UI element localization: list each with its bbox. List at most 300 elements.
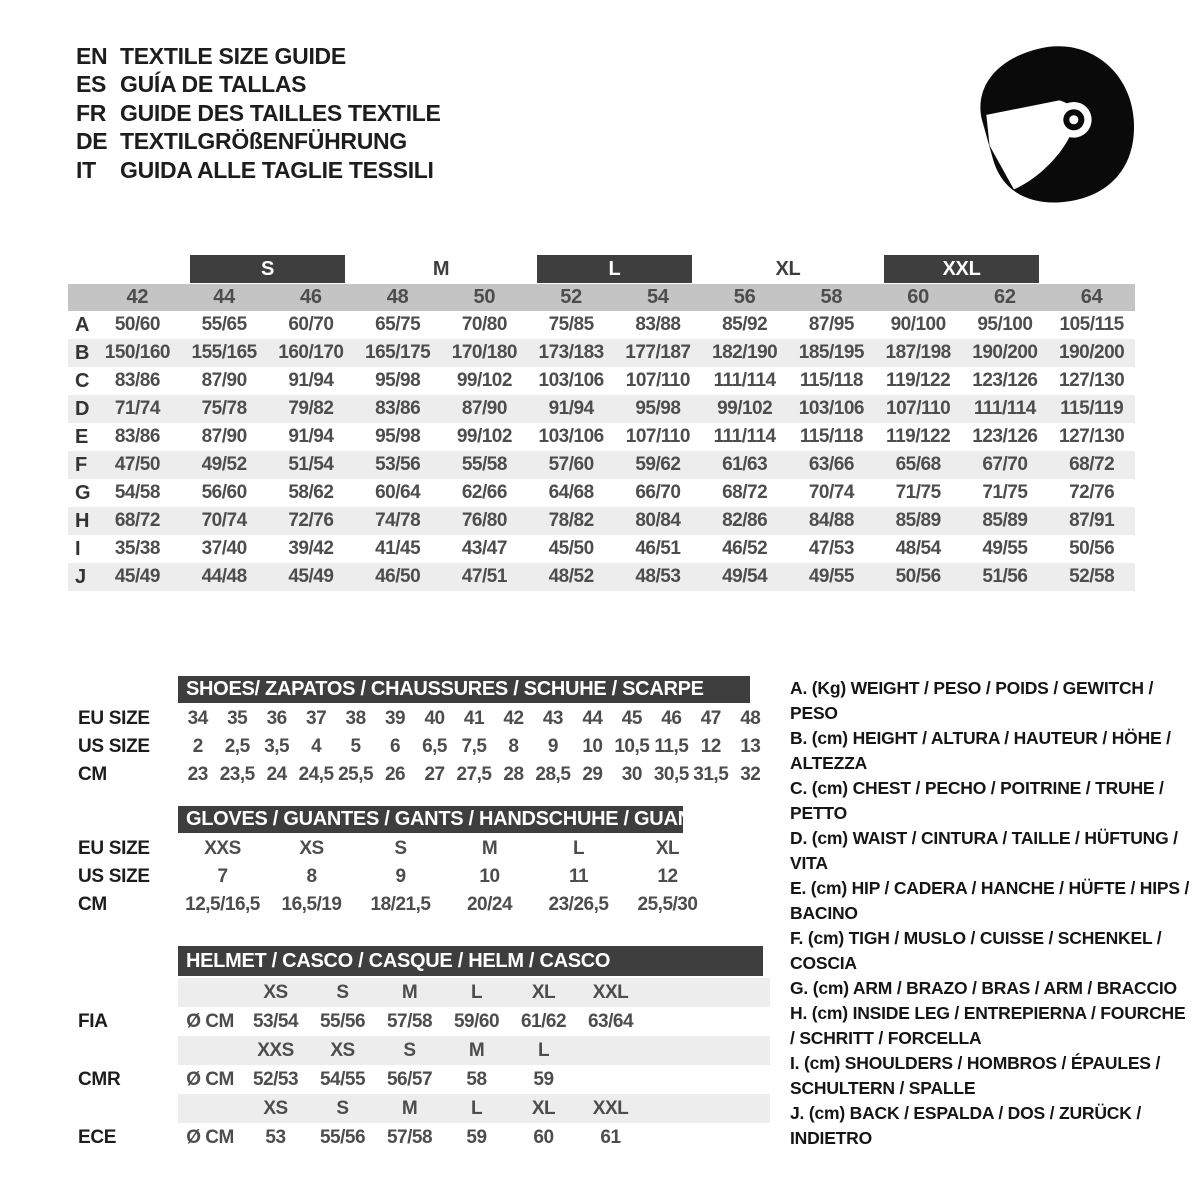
measurement-value: 119/122 xyxy=(886,426,951,447)
gloves-size-value: XL xyxy=(655,838,680,859)
legend-item: F. (cm) TIGH / MUSLO / CUISSE / SCHENKEL / COSCIA xyxy=(790,928,1162,973)
gloves-row-values xyxy=(178,891,770,919)
shoes-size-value: 6 xyxy=(390,736,401,757)
language-row xyxy=(76,71,441,100)
shoes-size-value: 2 xyxy=(192,736,203,757)
measurement-value: 123/126 xyxy=(972,426,1038,447)
helmet-size-value: 56/57 xyxy=(386,1068,433,1090)
measurement-value: 62/66 xyxy=(461,482,507,503)
measurement-value: 70/74 xyxy=(201,510,247,531)
helmet-row xyxy=(68,1123,778,1152)
helmet-size-value: M xyxy=(401,1097,418,1119)
helmet-size-value xyxy=(577,1065,644,1094)
shoes-size-value: 37 xyxy=(306,708,327,729)
measurement-row-label: C xyxy=(75,369,90,392)
measurement-row-label: E xyxy=(75,425,89,448)
shoes-size-value: 38 xyxy=(345,708,366,729)
measurement-value: 119/122 xyxy=(886,370,951,391)
measurement-row-label: I xyxy=(75,537,81,560)
helmet-size-value: 59 xyxy=(533,1068,554,1090)
measurement-value: 87/90 xyxy=(201,370,247,391)
measurement-value: 107/110 xyxy=(886,398,951,419)
gloves-row xyxy=(68,863,778,891)
measurement-row xyxy=(68,423,1135,451)
helmet-rows xyxy=(68,978,778,1152)
measurement-value: 48/54 xyxy=(895,538,941,559)
guide-title: TEXTILGRÖßENFÜHRUNG xyxy=(120,128,407,155)
helmet-row-values xyxy=(178,1007,770,1036)
measurement-value: 70/74 xyxy=(808,482,854,503)
measurement-value: 111/114 xyxy=(973,398,1036,419)
guide-title: GUIDE DES TAILLES TEXTILE xyxy=(120,99,441,126)
shoes-size-value: 28 xyxy=(503,764,524,785)
measurement-value: 82/86 xyxy=(722,510,768,531)
measurement-row-label: D xyxy=(75,397,90,420)
measurement-row-cells xyxy=(94,479,1135,507)
measurement-value: 85/92 xyxy=(722,314,768,335)
gloves-row-label: US SIZE xyxy=(78,866,150,887)
shoes-size-value: 30,5 xyxy=(653,764,689,785)
size-column-header: 42 xyxy=(126,286,149,308)
shoes-size-value: 12 xyxy=(700,736,721,757)
measurement-value: 59/62 xyxy=(635,454,681,475)
shoes-size-value: 2,5 xyxy=(224,736,250,757)
helmet-size-value: XS xyxy=(263,981,288,1003)
language-row xyxy=(76,42,441,71)
measurement-value: 115/118 xyxy=(799,426,863,447)
shoes-row-label: US SIZE xyxy=(78,736,150,757)
shoes-size-value: 8 xyxy=(508,736,519,757)
shoes-row-values xyxy=(178,761,770,789)
language-title-list xyxy=(76,42,441,185)
helmet-size-value: M xyxy=(401,981,418,1003)
measurement-value: 47/50 xyxy=(114,454,160,475)
shoes-size-value: 24,5 xyxy=(298,764,334,785)
helmet-unit-label: Ø CM xyxy=(186,1010,234,1032)
measurement-value: 46/52 xyxy=(722,538,768,559)
gloves-row-label: EU SIZE xyxy=(78,838,150,859)
measurement-row xyxy=(68,451,1135,479)
helmet-row-label xyxy=(68,1036,178,1065)
row-label-spacer xyxy=(68,284,94,311)
measurement-value: 80/84 xyxy=(635,510,681,531)
legend-item: A. (Kg) WEIGHT / PESO / POIDS / GEWITCH / PESO xyxy=(790,678,1154,723)
measurement-row-label: F xyxy=(75,453,88,476)
measurement-row xyxy=(68,367,1135,395)
measurement-value: 107/110 xyxy=(625,426,690,447)
size-column-header: 54 xyxy=(647,286,669,308)
sub-label-spacer xyxy=(68,946,178,976)
shoes-size-value: 31,5 xyxy=(693,764,729,785)
size-group-label: L xyxy=(537,255,693,283)
shoes-size-value: 41 xyxy=(463,708,485,729)
gloves-row xyxy=(68,891,778,919)
helmet-size-value: 61/62 xyxy=(520,1010,567,1032)
measurement-value: 68/72 xyxy=(722,482,768,503)
gloves-size-value: S xyxy=(394,838,407,859)
gloves-size-value: L xyxy=(572,838,585,859)
helmet-size-value: 55/56 xyxy=(319,1010,366,1032)
measurement-value: 68/72 xyxy=(1069,454,1115,475)
measurement-legend xyxy=(790,676,1194,1151)
measurement-value: 57/60 xyxy=(548,454,594,475)
shoes-size-value: 23,5 xyxy=(219,764,255,785)
measurement-value: 165/175 xyxy=(365,342,431,363)
measurement-value: 46/50 xyxy=(375,566,421,587)
measurement-value: 45/49 xyxy=(114,566,160,587)
measurement-value: 83/86 xyxy=(114,370,160,391)
measurement-value: 103/106 xyxy=(538,370,604,391)
language-code: FR xyxy=(76,99,107,126)
helmet-size-value: XXL xyxy=(592,1097,629,1119)
gloves-size-value: 9 xyxy=(395,866,406,887)
measurement-row xyxy=(68,563,1135,591)
measurement-value: 103/106 xyxy=(538,426,604,447)
helmet-row-values xyxy=(178,1123,770,1152)
measurement-value: 111/114 xyxy=(713,426,776,447)
measurement-row-label: B xyxy=(75,341,90,364)
gloves-rows xyxy=(68,835,778,919)
measurement-value: 111/114 xyxy=(713,370,776,391)
helmet-size-value: XS xyxy=(330,1039,355,1061)
measurement-value: 83/86 xyxy=(375,398,421,419)
helmet-row-values xyxy=(178,978,770,1007)
measurement-value: 87/91 xyxy=(1069,510,1115,531)
measurement-value: 49/55 xyxy=(808,566,854,587)
measurement-value: 72/76 xyxy=(1069,482,1115,503)
measurement-value: 95/100 xyxy=(977,314,1033,335)
measurement-row-label: H xyxy=(75,509,90,532)
measurement-value: 49/52 xyxy=(201,454,247,475)
helmet-size-value: 57/58 xyxy=(386,1010,433,1032)
helmet-row-label: ECE xyxy=(78,1126,117,1148)
shoes-size-value: 13 xyxy=(740,736,761,757)
size-number-headers xyxy=(94,284,1135,311)
measurement-value: 127/130 xyxy=(1059,370,1125,391)
size-group-label: XXL xyxy=(884,255,1040,283)
measurement-value: 70/80 xyxy=(461,314,507,335)
shoes-size-value: 23 xyxy=(187,764,208,785)
measurement-value: 160/170 xyxy=(278,342,344,363)
shoes-size-value: 42 xyxy=(503,708,524,729)
gloves-size-table xyxy=(68,806,778,919)
shoes-size-value: 7,5 xyxy=(461,736,487,757)
gloves-size-value: 12,5/16,5 xyxy=(185,894,260,915)
shoes-size-value: 48 xyxy=(740,708,761,729)
helmet-row xyxy=(68,1065,778,1094)
shoes-size-value: 45 xyxy=(621,708,642,729)
measurement-row-cells xyxy=(94,507,1135,535)
helmet-size-value: L xyxy=(537,1039,550,1061)
measurement-value: 55/65 xyxy=(201,314,247,335)
size-column-header: 48 xyxy=(386,286,409,308)
measurement-row-cells xyxy=(94,423,1135,451)
measurement-value: 37/40 xyxy=(201,538,247,559)
legend-item: H. (cm) INSIDE LEG / ENTREPIERNA / FOURCHE / SCHRITT / FORCELLA xyxy=(790,1003,1186,1048)
helmet-size-value: S xyxy=(336,981,349,1003)
measurement-value: 64/68 xyxy=(548,482,594,503)
measurement-value: 170/180 xyxy=(451,342,517,363)
shoes-row-values xyxy=(178,733,770,761)
size-group-label: S xyxy=(190,255,346,283)
measurement-value: 78/82 xyxy=(548,510,594,531)
language-row xyxy=(76,156,441,185)
size-column-header: 44 xyxy=(213,286,235,308)
measurement-value: 72/76 xyxy=(288,510,334,531)
shoes-size-value: 26 xyxy=(384,764,406,785)
helmet-size-value: 60 xyxy=(533,1126,554,1148)
measurement-row xyxy=(68,535,1135,563)
measurement-value: 79/82 xyxy=(288,398,334,419)
measurement-value: 65/75 xyxy=(375,314,421,335)
shoes-size-value: 10 xyxy=(582,736,603,757)
measurement-value: 75/85 xyxy=(548,314,594,335)
helmet-unit-label xyxy=(178,1094,242,1123)
legend-item: I. (cm) SHOULDERS / HOMBROS / ÉPAULES / SCHULTERN / SPALLE xyxy=(790,1053,1161,1098)
measurement-value: 107/110 xyxy=(625,370,690,391)
measurement-value: 190/200 xyxy=(1059,342,1125,363)
shoes-table-title: SHOES/ ZAPATOS / CHAUSSURES / SCHUHE / SCARPE xyxy=(178,676,750,703)
helmet-size-value: 59/60 xyxy=(453,1010,500,1032)
helmet-row-label: CMR xyxy=(78,1068,121,1090)
measurement-value: 43/47 xyxy=(461,538,507,559)
measurement-value: 45/49 xyxy=(288,566,334,587)
measurement-value: 90/100 xyxy=(890,314,946,335)
helmet-size-table xyxy=(68,946,778,1152)
measurement-row-cells xyxy=(94,311,1135,339)
measurement-value: 182/190 xyxy=(712,342,778,363)
measurement-value: 99/102 xyxy=(456,426,512,447)
sub-label-spacer xyxy=(68,676,178,703)
measurement-row-label: G xyxy=(75,481,91,504)
measurement-value: 91/94 xyxy=(288,426,334,447)
helmet-size-value: 52/53 xyxy=(252,1068,299,1090)
size-column-header: 46 xyxy=(300,286,322,308)
helmet-table-header xyxy=(68,946,778,976)
measurement-value: 71/75 xyxy=(895,482,941,503)
shoes-size-value: 4 xyxy=(311,736,322,757)
measurement-row-cells xyxy=(94,395,1135,423)
language-code: IT xyxy=(76,156,96,183)
helmet-size-value: S xyxy=(336,1097,349,1119)
helmet-size-value: 63/64 xyxy=(587,1010,634,1032)
measurement-value: 95/98 xyxy=(375,370,421,391)
gloves-size-value: M xyxy=(481,838,498,859)
shoes-size-value: 39 xyxy=(384,708,406,729)
measurement-value: 52/58 xyxy=(1069,566,1115,587)
measurement-value: 95/98 xyxy=(375,426,421,447)
helmet-table-title: HELMET / CASCO / CASQUE / HELM / CASCO xyxy=(178,946,763,976)
measurement-row xyxy=(68,311,1135,339)
gloves-row-values xyxy=(178,863,770,891)
gloves-size-value: XS xyxy=(299,838,324,859)
measurement-value: 105/115 xyxy=(1059,314,1124,335)
size-column-header: 64 xyxy=(1080,286,1103,308)
gloves-size-value: 18/21,5 xyxy=(370,894,431,915)
helmet-size-value: XXS xyxy=(257,1039,294,1061)
gloves-size-value: 20/24 xyxy=(466,894,513,915)
measurement-value: 58/62 xyxy=(288,482,334,503)
gloves-size-value: 16,5/19 xyxy=(281,894,342,915)
measurement-value: 85/89 xyxy=(895,510,941,531)
legend-item: B. (cm) HEIGHT / ALTURA / HAUTEUR / HÖHE / ALTEZZA xyxy=(790,728,1171,773)
measurement-row-cells xyxy=(94,451,1135,479)
legend-item: D. (cm) WAIST / CINTURA / TAILLE / HÜFTUNG / VITA xyxy=(790,828,1178,873)
shoes-size-value: 6,5 xyxy=(422,736,447,757)
measurement-value: 56/60 xyxy=(201,482,247,503)
measurement-value: 87/90 xyxy=(461,398,507,419)
size-group-label: XL xyxy=(775,257,801,280)
measurement-row-cells xyxy=(94,339,1135,367)
measurement-value: 99/102 xyxy=(717,398,773,419)
shoes-row-label: EU SIZE xyxy=(78,708,150,729)
helmet-size-value: XXL xyxy=(592,981,629,1003)
helmet-size-value xyxy=(577,1036,644,1065)
measurement-value: 150/160 xyxy=(104,342,170,363)
language-code: DE xyxy=(76,128,108,155)
measurement-value: 74/78 xyxy=(375,510,421,531)
gloves-size-value: 25,5/30 xyxy=(637,894,698,915)
language-row xyxy=(76,99,441,128)
shoes-size-value: 9 xyxy=(547,736,558,757)
measurement-value: 49/55 xyxy=(982,538,1028,559)
legend-item: G. (cm) ARM / BRAZO / BRAS / ARM / BRACCIO xyxy=(790,978,1177,998)
shoes-size-value: 11,5 xyxy=(654,736,689,757)
size-column-header: 56 xyxy=(733,286,756,308)
measurement-value: 185/195 xyxy=(798,342,864,363)
gloves-size-value: 10 xyxy=(479,866,500,887)
measurement-value: 48/52 xyxy=(548,566,594,587)
shoes-table-header xyxy=(68,676,778,703)
measurement-row-label: A xyxy=(75,313,90,336)
sub-label-spacer xyxy=(68,806,178,833)
helmet-size-value: S xyxy=(403,1039,416,1061)
gloves-table-header xyxy=(68,806,778,833)
measurement-value: 60/64 xyxy=(375,482,421,503)
measurement-value: 55/58 xyxy=(461,454,507,475)
shoes-row-label: CM xyxy=(78,764,107,785)
measurement-value: 173/183 xyxy=(538,342,604,363)
shoes-size-value: 35 xyxy=(227,708,248,729)
measurement-value: 127/130 xyxy=(1059,426,1125,447)
helmet-row xyxy=(68,1007,778,1036)
measurement-value: 190/200 xyxy=(972,342,1038,363)
measurement-value: 51/54 xyxy=(288,454,334,475)
helmet-icon-graphic xyxy=(975,33,1137,213)
gloves-table-title: GLOVES / GUANTES / GANTS / HANDSCHUHE / GUANTI xyxy=(178,806,683,833)
measurement-value: 63/66 xyxy=(808,454,854,475)
size-group-label xyxy=(1057,255,1126,283)
language-code: EN xyxy=(76,42,108,69)
size-group-label: M xyxy=(432,257,450,280)
helmet-unit-label xyxy=(178,1036,242,1065)
helmet-size-value: XL xyxy=(531,981,556,1003)
size-number-header-row xyxy=(68,284,1135,311)
measurement-value: 115/118 xyxy=(799,370,863,391)
helmet-row xyxy=(68,1036,778,1065)
measurement-value: 83/88 xyxy=(635,314,681,335)
helmet-size-value: L xyxy=(470,981,483,1003)
measurement-value: 49/54 xyxy=(722,566,768,587)
measurement-value: 75/78 xyxy=(201,398,247,419)
size-column-header: 58 xyxy=(820,286,843,308)
helmet-row-label xyxy=(68,1094,178,1123)
helmet-size-value: 61 xyxy=(600,1126,621,1148)
helmet-row xyxy=(68,978,778,1007)
helmet-size-value: 57/58 xyxy=(386,1126,433,1148)
helmet-size-value: XS xyxy=(263,1097,288,1119)
measurement-value: 123/126 xyxy=(972,370,1038,391)
gloves-size-value: 7 xyxy=(217,866,228,887)
gloves-row xyxy=(68,835,778,863)
measurement-value: 66/70 xyxy=(635,482,681,503)
shoes-size-value: 43 xyxy=(542,708,563,729)
measurement-value: 187/198 xyxy=(885,342,951,363)
measurement-value: 71/75 xyxy=(982,482,1028,503)
measurement-value: 177/187 xyxy=(625,342,691,363)
guide-title: GUIDA ALLE TAGLIE TESSILI xyxy=(120,156,434,183)
legend-item: J. (cm) BACK / ESPALDA / DOS / ZURÜCK / INDIETRO xyxy=(790,1103,1141,1148)
gloves-size-value: 8 xyxy=(306,866,317,887)
measurement-value: 76/80 xyxy=(461,510,507,531)
helmet-size-value: 53 xyxy=(265,1126,286,1148)
measurement-row-cells xyxy=(94,535,1135,563)
helmet-row-label: FIA xyxy=(78,1010,108,1032)
helmet-size-value: 58 xyxy=(466,1068,487,1090)
helmet-size-value: L xyxy=(470,1097,483,1119)
measurement-value: 47/51 xyxy=(461,566,507,587)
shoes-size-value: 24 xyxy=(266,764,287,785)
shoes-size-value: 46 xyxy=(661,708,682,729)
size-column-header: 50 xyxy=(473,286,496,308)
helmet-size-value: 59 xyxy=(466,1126,487,1148)
helmet-row xyxy=(68,1094,778,1123)
size-group-bar-row xyxy=(68,255,1135,283)
gloves-size-value: 23/26,5 xyxy=(548,894,609,915)
measurement-value: 115/119 xyxy=(1060,398,1124,419)
shoes-size-value: 47 xyxy=(700,708,721,729)
measurement-value: 50/60 xyxy=(114,314,160,335)
size-column-header: 52 xyxy=(560,286,582,308)
measurement-row xyxy=(68,339,1135,367)
helmet-unit-label xyxy=(178,978,242,1007)
measurement-value: 91/94 xyxy=(548,398,594,419)
helmet-size-value: 54/55 xyxy=(319,1068,366,1090)
shoes-size-value: 32 xyxy=(740,764,761,785)
helmet-size-value: XL xyxy=(531,1097,556,1119)
shoes-size-table xyxy=(68,676,778,789)
size-groups xyxy=(94,255,1135,283)
helmet-size-value: 53/54 xyxy=(252,1010,299,1032)
helmet-row-values xyxy=(178,1065,770,1094)
helmet-row-label xyxy=(68,978,178,1007)
measurement-value: 53/56 xyxy=(375,454,421,475)
measurement-value: 87/95 xyxy=(808,314,854,335)
measurement-value: 60/70 xyxy=(288,314,334,335)
shoes-row xyxy=(68,733,778,761)
shoes-size-value: 25,5 xyxy=(338,764,374,785)
measurement-value: 95/98 xyxy=(635,398,681,419)
shoes-size-value: 3,5 xyxy=(264,736,290,757)
measurement-value: 45/50 xyxy=(548,538,594,559)
measurement-row xyxy=(68,507,1135,535)
shoes-row xyxy=(68,705,778,733)
shoes-size-value: 44 xyxy=(582,708,603,729)
measurement-value: 87/90 xyxy=(201,426,247,447)
measurement-value: 103/106 xyxy=(798,398,864,419)
size-column-header: 60 xyxy=(907,286,929,308)
legend-item: E. (cm) HIP / CADERA / HANCHE / HÜFTE / HIPS / BACINO xyxy=(790,878,1190,923)
